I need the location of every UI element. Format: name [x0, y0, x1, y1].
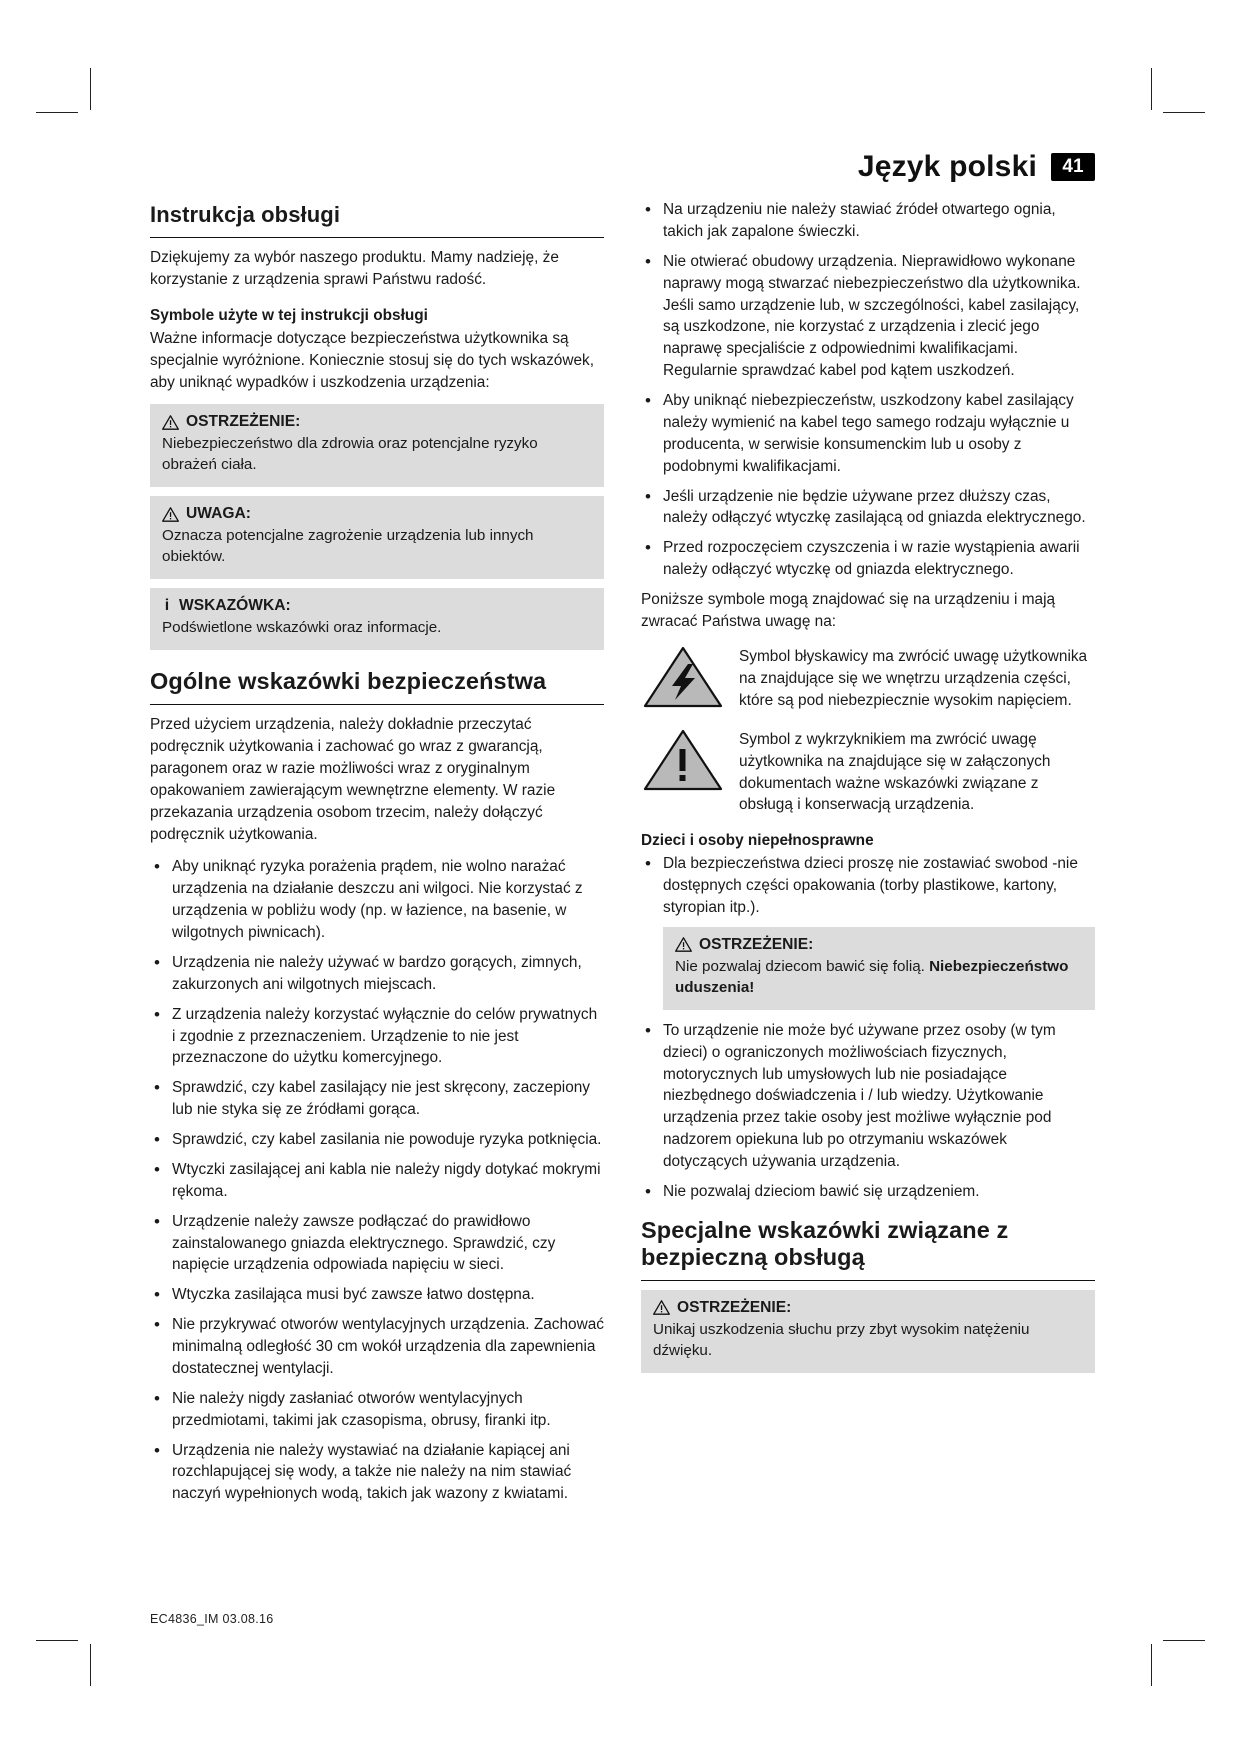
- exclamation-triangle-icon: [641, 727, 725, 798]
- crop-mark: [36, 1640, 78, 1641]
- notice-warning: [150, 404, 604, 487]
- list-item: • Wtyczka zasilająca musi być zawsze łatwo dostępna.: [150, 1284, 604, 1306]
- notice-title: OSTRZEŻENIE:: [699, 935, 814, 953]
- list-item: • Na urządzeniu nie należy stawiać źródeł otwartego ognia, takich jak zapalone świeczki.: [641, 199, 1095, 243]
- symbol-lightning-text: Symbol błyskawicy ma zwrócić uwagę użytkownika na znajdujące się we wnętrzu urządzenia części, które są pod niebezpiecznie wysokim napięciem.: [739, 647, 1088, 709]
- symbol-lightning-row: [641, 644, 1095, 715]
- notice-caution: [150, 496, 604, 579]
- symbol-exclamation-text: Symbol z wykrzyknikiem ma zwrócić uwagę użytkownika na znajdujące się w załączonych dokumentach ważne wskazówki związane z obsługą i konserwacją urządzenia.: [739, 730, 1051, 814]
- children-heading: Dzieci i osoby niepełnosprawne: [641, 832, 874, 850]
- list-item: • Sprawdzić, czy kabel zasilający nie jest skręcony, zaczepiony lub nie styka się ze źródłami gorąca.: [150, 1077, 604, 1121]
- notice-hint: [150, 588, 604, 650]
- safety-bullet-list-continued: [641, 199, 1095, 581]
- list-item: • Urządzenie należy zawsze podłączać do prawidłowo zainstalowanego gniazda elektrycznego. Sprawdzić, czy napięcie urządzenia odpowiada napięciu w sieci.: [150, 1211, 604, 1277]
- list-item: • Urządzenia nie należy wystawiać na działanie kapiącej ani rozchlapującej się wody, a także nie należy na nim stawiać naczyń wypełnionych wodą, takich jak wazony z kwiatami.: [150, 1440, 604, 1506]
- intro-paragraph: Dziękujemy za wybór naszego produktu. Mamy nadzieję, że korzystanie z urządzenia sprawi Państwu radość.: [150, 249, 559, 288]
- warning-triangle-icon: [675, 937, 692, 952]
- notice-title: UWAGA:: [186, 505, 251, 523]
- list-item: • Nie pozwalaj dzieciom bawić się urządzeniem.: [641, 1181, 1095, 1203]
- list-item: • Dla bezpieczeństwa dzieci proszę nie zostawiać swobod -nie dostępnych części opakowania (torby plastikowe, kartony, styropian itp.).: [641, 853, 1095, 919]
- notice-body: Podświetlone wskazówki oraz informacje.: [162, 619, 442, 637]
- lightning-bolt-triangle-icon: [641, 644, 725, 715]
- left-column: [150, 202, 604, 1513]
- warning-triangle-icon: [162, 507, 179, 522]
- section-title-instructions: Instrukcja obsługi: [150, 202, 604, 238]
- footer-document-code: EC4836_IM 03.08.16: [150, 1612, 274, 1626]
- notice-body: Unikaj uszkodzenia słuchu przy zbyt wysokim natężeniu dźwięku.: [653, 1320, 1030, 1359]
- crop-mark: [1163, 112, 1205, 113]
- symbols-heading: Symbole użyte w tej instrukcji obsługi: [150, 306, 428, 324]
- children-bullet-list: [641, 853, 1095, 919]
- notice-title: WSKAZÓWKA:: [179, 597, 291, 615]
- info-icon: i: [164, 597, 170, 615]
- list-item: • To urządzenie nie może być używane przez osoby (w tym dzieci) o ograniczonych możliwościach fizycznych, motorycznych lub umysłowych lub nie posiadające niezbędnego doświadczenia i / lub wiedzy. Użytkowanie urządzenia przez takie osoby jest możliwe wyłącznie pod nadzorem opiekuna lub po otrzymaniu wskazówek dotyczących używania urządzenia.: [641, 1020, 1095, 1173]
- list-item: • Aby uniknąć ryzyka porażenia prądem, nie wolno narażać urządzenia na działanie deszczu ani wilgoci. Nie korzystać z urządzenia w pobliżu wody (np. w łazience, na basenie, w wilgotnych piwnicach).: [150, 856, 604, 944]
- language-title: Język polski: [857, 150, 1037, 183]
- section-title-special-safety: Specjalne wskazówki związane z bezpieczną obsługą: [641, 1217, 1095, 1281]
- safety-intro: Przed użyciem urządzenia, należy dokładnie przeczytać podręcznik użytkowania i zachować go wraz z gwarancją, paragonem oraz w razie możliwości wraz z oryginalnym opakowaniem zawierającym wewnętrzne elementy. W razie przekazania urządzenia osobom trzecim, należy dołączyć podręcznik użytkowania.: [150, 716, 556, 843]
- crop-mark: [36, 112, 78, 113]
- notice-body-plain: Nie pozwalaj dziecom bawić się folią.: [675, 957, 930, 975]
- notice-warning-hearing: [641, 1290, 1095, 1373]
- safety-bullet-list: [150, 856, 604, 1505]
- list-item: • Z urządzenia należy korzystać wyłącznie do celów prywatnych i zgodnie z przeznaczeniem. Urządzenie to nie jest przeznaczone do użytku komercyjnego.: [150, 1004, 604, 1070]
- notice-body-bold: Niebezpieczeństwo uduszenia!: [675, 957, 1069, 996]
- list-item: • Wtyczki zasilającej ani kabla nie należy nigdy dotykać mokrymi rękoma.: [150, 1159, 604, 1203]
- crop-mark: [1163, 1640, 1205, 1641]
- notice-body: Niebezpieczeństwo dla zdrowia oraz potencjalne ryzyko obrażeń ciała.: [162, 435, 538, 474]
- symbol-exclamation-row: [641, 727, 1095, 817]
- list-item: • Nie należy nigdy zasłaniać otworów wentylacyjnych przedmiotami, takimi jak czasopisma, obrusy, firanki itp.: [150, 1388, 604, 1432]
- crop-mark: [90, 68, 91, 110]
- warning-triangle-icon: [162, 415, 179, 430]
- crop-mark: [1151, 1644, 1152, 1686]
- notice-body: Oznacza potencjalne zagrożenie urządzenia lub innych obiektów.: [162, 527, 534, 566]
- notice-warning-children: [663, 927, 1095, 1010]
- device-symbols-intro: Poniższe symbole mogą znajdować się na urządzeniu i mają zwracać Państwa uwagę na:: [641, 591, 1056, 630]
- children-bullet-list-continued: [641, 1020, 1095, 1203]
- crop-mark: [1151, 68, 1152, 110]
- list-item: • Przed rozpoczęciem czyszczenia i w razie wystąpienia awarii należy odłączyć wtyczkę od gniazda elektrycznego.: [641, 537, 1095, 581]
- list-item: • Urządzenia nie należy używać w bardzo gorących, zimnych, zakurzonych ani wilgotnych miejscach.: [150, 952, 604, 996]
- notice-title: OSTRZEŻENIE:: [677, 1298, 792, 1316]
- right-column: [641, 202, 1095, 1513]
- warning-triangle-icon: [653, 1300, 670, 1315]
- notice-title: OSTRZEŻENIE:: [186, 413, 301, 431]
- list-item: • Aby uniknąć niebezpieczeństw, uszkodzony kabel zasilający należy wymienić na kabel tego samego rodzaju wyłącznie u producenta, w serwisie konsumenckim lub u osoby z podobnymi kwalifikacjami.: [641, 390, 1095, 478]
- list-item: • Sprawdzić, czy kabel zasilania nie powoduje ryzyka potknięcia.: [150, 1129, 604, 1151]
- crop-mark: [90, 1644, 91, 1686]
- list-item: • Nie przykrywać otworów wentylacyjnych urządzenia. Zachować minimalną odległość 30 cm wokół urządzenia dla zapewnienia dostatecznej wentylacji.: [150, 1314, 604, 1380]
- notice-body: [675, 957, 1083, 999]
- section-title-general-safety: Ogólne wskazówki bezpieczeństwa: [150, 668, 604, 705]
- list-item: • Jeśli urządzenie nie będzie używane przez dłuższy czas, należy odłączyć wtyczkę zasilającą od gniazda elektrycznego.: [641, 486, 1095, 530]
- list-item: • Nie otwierać obudowy urządzenia. Nieprawidłowo wykonane naprawy mogą stwarzać niebezpieczeństwo dla użytkownika. Jeśli samo urządzenie lub, w szczególności, kabel zasilający, są uszkodzone, nie korzystać z urządzenia i zlecić jego naprawę specjaliście z odpowiednimi kwalifikacjami. Regularnie sprawdzać kabel pod kątem uszkodzeń.: [641, 251, 1095, 382]
- symbols-intro: Ważne informacje dotyczące bezpieczeństwa użytkownika są specjalnie wyróżnione. Koniecznie stosuj się do tych wskazówek, aby uniknąć wypadków i uszkodzenia urządzenia:: [150, 329, 594, 391]
- page-header: [858, 150, 1095, 184]
- page-number-badge: 41: [1051, 153, 1095, 181]
